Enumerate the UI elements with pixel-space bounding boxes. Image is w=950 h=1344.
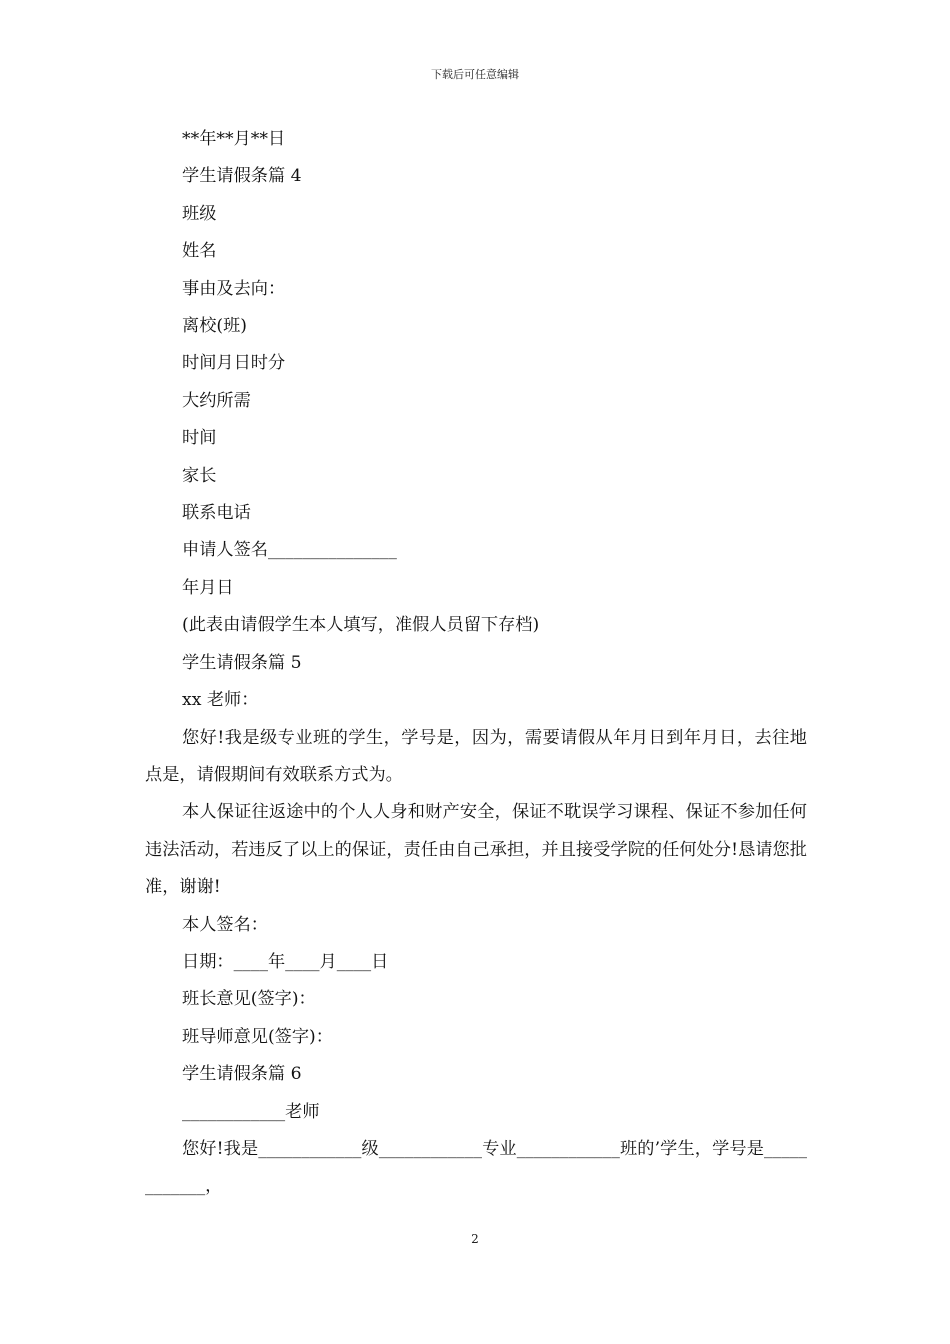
body-paragraph-1: 您好!我是级专业班的学生，学号是，因为，需要请假从年月日到年月日，去往地点是，请假期间有效联系方式为。	[145, 727, 807, 785]
leave-school-label: 离校(班)	[182, 316, 247, 337]
section-title-4: 学生请假条篇 4	[182, 166, 302, 187]
date-ymd-line: 年月日	[182, 577, 234, 598]
document-body	[145, 121, 807, 1206]
page-number: 2	[471, 1232, 479, 1246]
name-label: 姓名	[182, 241, 217, 262]
duration-time-label: 时间	[182, 428, 217, 449]
reason-label: 事由及去向：	[182, 278, 286, 299]
phone-label: 联系电话	[182, 503, 251, 524]
date-line: **年**月**日	[182, 129, 286, 149]
body-paragraph-3: 您好!我是____________级____________专业____________班的’学生，学号是____________，	[145, 1138, 807, 1197]
parent-label: 家长	[182, 465, 217, 486]
self-signature-label: 本人签名：	[182, 914, 268, 935]
salutation-teacher: xx 老师：	[182, 690, 259, 711]
duration-label: 大约所需	[182, 390, 251, 411]
date-fill-line: 日期：____年____月____日	[182, 951, 389, 972]
applicant-signature-line: 申请人签名_______________	[182, 540, 397, 561]
section-title-6: 学生请假条篇 6	[182, 1064, 302, 1085]
body-paragraph-2: 本人保证往返途中的个人人身和财产安全，保证不耽误学习课程、保证不参加任何违法活动，若违反了以上的保证，责任由自己承担，并且接受学院的任何处分!恳请您批准，谢谢!	[145, 802, 807, 898]
form-note: (此表由请假学生本人填写，准假人员留下存档)	[182, 615, 540, 636]
monitor-opinion-label: 班长意见(签字)：	[182, 989, 316, 1010]
class-label: 班级	[182, 203, 217, 224]
advisor-opinion-label: 班导师意见(签字)：	[182, 1026, 333, 1047]
section-title-5: 学生请假条篇 5	[182, 652, 302, 673]
salutation-blank-teacher: ____________老师	[182, 1101, 320, 1122]
page-header: 下载后可任意编辑	[431, 68, 519, 81]
time-label: 时间月日时分	[182, 353, 286, 374]
